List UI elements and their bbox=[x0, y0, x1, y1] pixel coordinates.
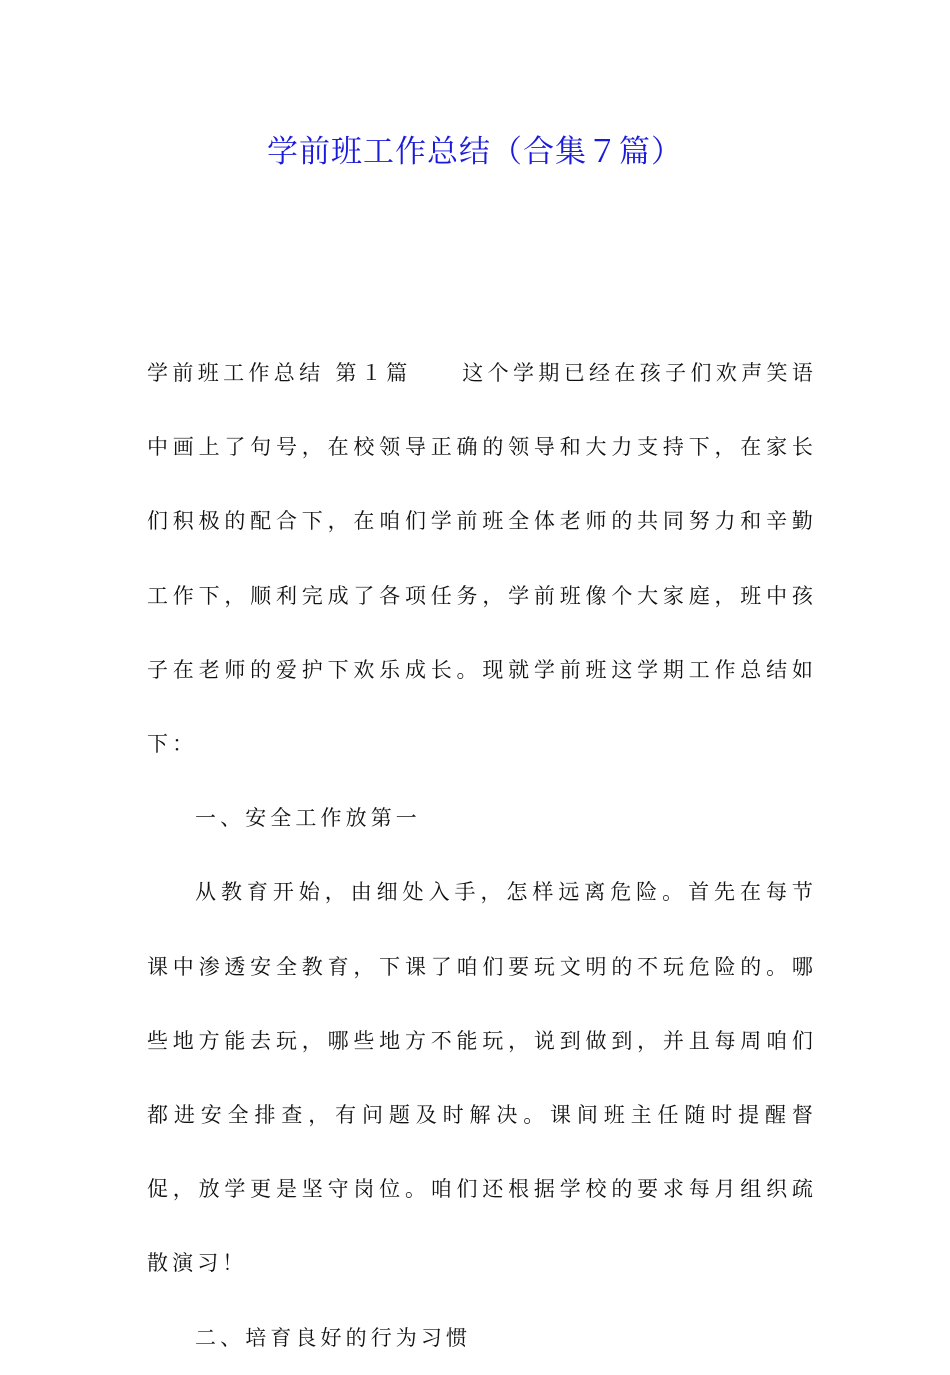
paragraph-safety: 从教育开始，由细处入手，怎样远离危险。首先在每节课中渗透安全教育，下课了咱们要玩文明的不玩危险的。哪些地方能去玩，哪些地方不能玩，说到做到，并且每周咱们都进安全排查，有问题及时解决。课间班主任随时提醒督促，放学更是坚守岗位。咱们还根据学校的要求每月组织疏散演习！ bbox=[147, 880, 817, 1276]
document-title: 学前班工作总结（合集７篇） bbox=[267, 134, 683, 170]
section-heading-habits: 二、培育良好的行为习惯 bbox=[195, 1325, 472, 1350]
section-heading-safety: 一、安全工作放第一 bbox=[195, 806, 421, 831]
document-body bbox=[147, 336, 817, 1375]
paragraph-intro: 学前班工作总结 第１篇 这个学期已经在孩子们欢声笑语中画上了句号，在校领导正确的领导和大力支持下，在家长们积极的配合下，在咱们学前班全体老师的共同努力和辛勤工作下，顺利完成了各项任务，学前班像个大家庭，班中孩子在老师的爱护下欢乐成长。现就学前班这学期工作总结如下： bbox=[147, 361, 817, 757]
